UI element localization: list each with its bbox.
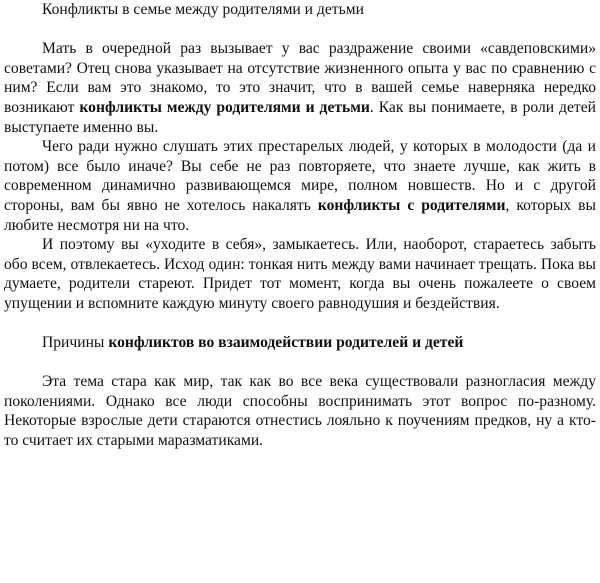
paragraph-text: Чего ради нужно слушать этих престарелых людей, у которых в молодости (да и потом) все было иначе? Вы себе не раз повторяете, что знаете лучше, как жить в современном динамично развивающемся мире, полном новшеств. Но и с другой стороны, вам бы явно не хотелось накалять [4,138,596,214]
section-heading-bold: конфликтов во взаимодействии родителей и детей [108,334,464,352]
paragraph-1 [4,39,596,137]
document-page [4,0,597,450]
paragraph-3 [4,235,596,313]
section-heading-prefix: Причины [42,334,109,352]
paragraph-text: И поэтому вы «уходите в себя», замыкаетесь. Или, наоборот, стараетесь забыть обо всем, отвлекаетесь. Исход один: тонкая нить между вами начинает трещать. Пока вы думаете, родители стареют. Придет тот момент, когда вы очень пожалеете о своем упущении и вспомните каждую минуту своего равнодушия и бездействия. [4,236,596,312]
document-title: Конфликты в семье между родителями и детьми [42,1,364,18]
paragraph-text: . Как вы понимаете, в роли детей выступаете именно вы. [4,98,596,136]
blank-line [4,20,596,40]
paragraph-text: Мать в очередной раз вызывает у вас раздражение своими «савдеповскими» советами? Отец снова указывает на отсутствие жизненного опыта у вас по сравнению с ним? Если вам это знакомо, то это значит, что в вашей семье наверняка нередко возникают [4,40,596,116]
paragraph-text: , которых вы любите несмотря ни на что. [4,196,597,234]
bold-phrase: конфликты между родителями и детьми [79,98,370,116]
paragraph-2 [4,137,596,235]
section-paragraph: Эта тема стара как мир, так как во все века существовали разногласия между поколениями. Однако все люди способны воспринимать этот вопрос по-разному. Некоторые взрослые дети стараются отнестись лояльно к поучениям предков, ну а кто-то считает их старыми маразматиками. [4,373,596,450]
blank-line [4,353,596,373]
bold-phrase: конфликты с родителями [317,196,506,214]
blank-line [4,314,596,334]
section-heading [4,333,596,353]
